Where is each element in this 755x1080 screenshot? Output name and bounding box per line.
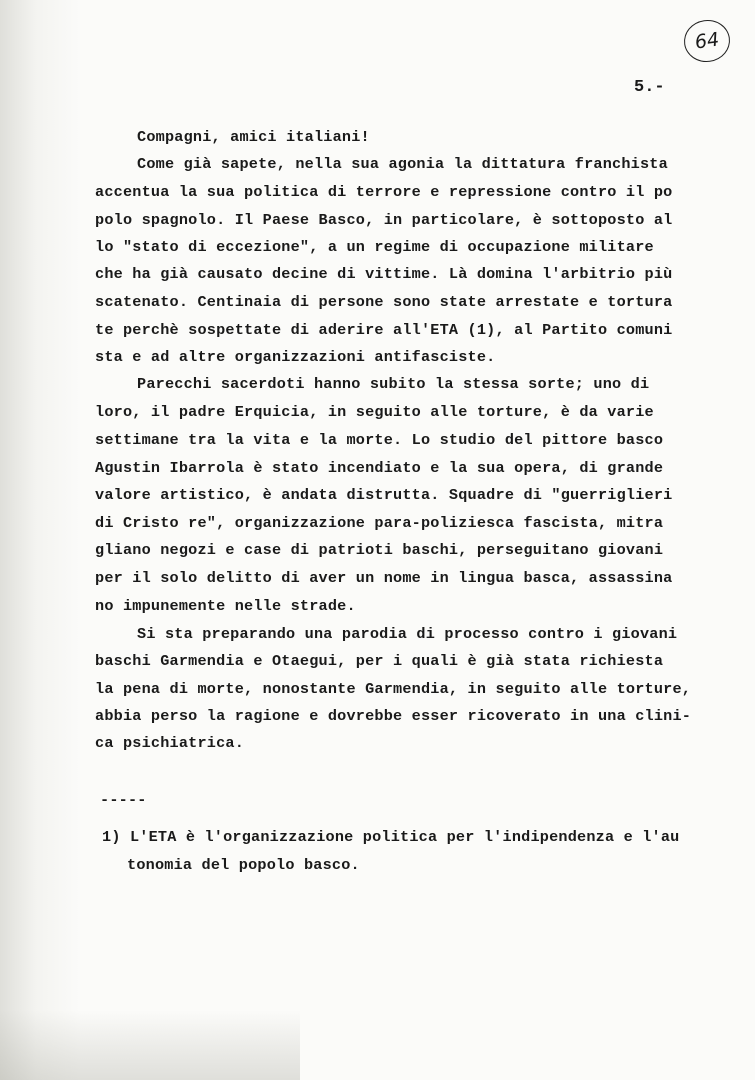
text-line: Come già sapete, nella sua agonia la dittatura franchista [137, 155, 668, 173]
text-line: te perchè sospettate di aderire all'ETA (1), al Partito comuni [95, 321, 673, 339]
page-number: 5.- [634, 78, 665, 97]
text-line: gliano negozi e case di patrioti baschi, perseguitano giovani [95, 541, 664, 559]
footnote-line: 1) L'ETA è l'organizzazione politica per l'indipendenza e l'au [102, 828, 680, 846]
stamp-number: 64 [693, 28, 721, 54]
text-line: la pena di morte, nonostante Garmendia, in seguito alle torture, [95, 680, 692, 698]
text-line: per il solo delitto di aver un nome in lingua basca, assassina [95, 569, 673, 587]
text-line: loro, il padre Erquicia, in seguito alle torture, è da varie [95, 403, 654, 421]
text-line: ca psichiatrica. [95, 734, 245, 752]
text-line: lo "stato di eccezione", a un regime di occupazione militare [95, 238, 654, 256]
text-line: abbia perso la ragione e dovrebbe esser ricoverato in una clini- [95, 707, 692, 725]
text-line: accentua la sua politica di terrore e repressione contro il po [95, 183, 673, 201]
text-line: Agustin Ibarrola è stato incendiato e la sua opera, di grande [95, 459, 664, 477]
text-line: polo spagnolo. Il Paese Basco, in particolare, è sottoposto al [95, 211, 673, 229]
text-line: baschi Garmendia e Otaegui, per i quali è già stata richiesta [95, 652, 664, 670]
greeting: Compagni, amici italiani! [137, 128, 370, 146]
scan-shadow-bottom [0, 1010, 300, 1080]
text-line: Si sta preparando una parodia di processo contro i giovani [137, 625, 678, 643]
text-line: scatenato. Centinaia di persone sono state arrestate e tortura [95, 293, 673, 311]
text-line: Parecchi sacerdoti hanno subito la stessa sorte; uno di [137, 375, 650, 393]
footnote-line: tonomia del popolo basco. [127, 856, 360, 874]
text-line: settimane tra la vita e la morte. Lo studio del pittore basco [95, 431, 664, 449]
footnote-separator: ----- [100, 791, 147, 809]
scan-shadow-left [0, 0, 80, 1080]
text-line: di Cristo re", organizzazione para-poliziesca fascista, mitra [95, 514, 664, 532]
text-line: valore artistico, è andata distrutta. Squadre di "guerriglieri [95, 486, 673, 504]
text-line: no impunemente nelle strade. [95, 597, 356, 615]
text-line: sta e ad altre organizzazioni antifasciste. [95, 348, 496, 366]
text-line: che ha già causato decine di vittime. Là domina l'arbitrio più [95, 265, 673, 283]
archive-stamp [681, 17, 732, 65]
